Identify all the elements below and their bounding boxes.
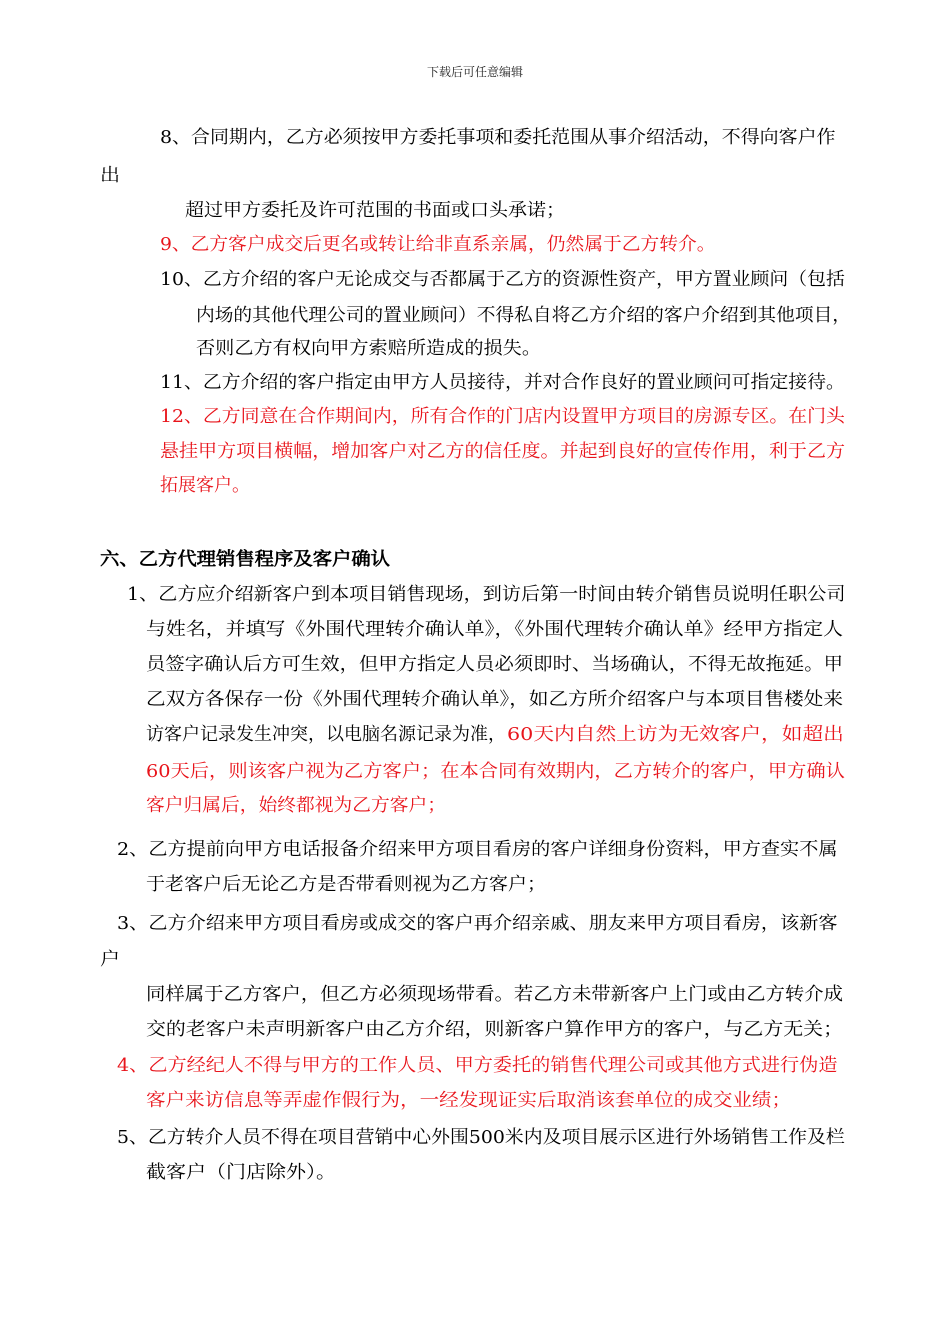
- text-line: 60天内自然上访为无效客户，如超出: [507, 724, 844, 745]
- text-line: 访客户记录发生冲突，以电脑名源记录为准，: [146, 724, 506, 745]
- text-line: 截客户（门店除外）。: [146, 1162, 336, 1183]
- text-line: 同样属于乙方客户，但乙方必须现场带看。若乙方未带新客户上门或由乙方转介成: [146, 984, 843, 1005]
- section-heading: 六、乙方代理销售程序及客户确认: [100, 549, 390, 570]
- text-line: 8、合同期内，乙方必须按甲方委托事项和委托范围从事介绍活动，不得向客户作: [160, 127, 836, 148]
- text-line: 内场的其他代理公司的置业顾问）不得私自将乙方介绍的客户介绍到其他项目，: [196, 305, 851, 326]
- text-line: 户: [100, 949, 120, 970]
- page-header: 下载后可任意编辑: [426, 65, 523, 79]
- text-line: 乙双方各保存一份《外围代理转介确认单》，如乙方所介绍客户与本项目售楼处来: [146, 689, 843, 710]
- text-line: 4、乙方经纪人不得与甲方的工作人员、甲方委托的销售代理公司或其他方式进行伪造: [117, 1055, 838, 1076]
- text-line: 11、乙方介绍的客户指定由甲方人员接待，并对合作良好的置业顾问可指定接待。: [160, 372, 845, 393]
- text-line: 员签字确认后方可生效，但甲方指定人员必须即时、当场确认，不得无故拖延。甲: [146, 654, 843, 675]
- text-line: 超过甲方委托及许可范围的书面或口头承诺；: [185, 200, 565, 221]
- text-line: 1、乙方应介绍新客户到本项目销售现场，到访后第一时间由转介销售员说明任职公司: [127, 584, 846, 605]
- text-line: 悬挂甲方项目横幅，增加客户对乙方的信任度。并起到良好的宣传作用，利于乙方: [160, 441, 845, 462]
- text-line: 10、乙方介绍的客户无论成交与否都属于乙方的资源性资产，甲方置业顾问（包括: [160, 269, 845, 290]
- text-line: 否则乙方有权向甲方索赔所造成的损失。: [196, 338, 541, 359]
- text-line: 60天后，则该客户视为乙方客户；在本合同有效期内，乙方转介的客户，甲方确认: [146, 761, 845, 782]
- text-line: 2、乙方提前向甲方电话报备介绍来甲方项目看房的客户详细身份资料，甲方查实不属: [117, 839, 838, 860]
- text-line: 5、乙方转介人员不得在项目营销中心外围500米内及项目展示区进行外场销售工作及栏: [117, 1127, 845, 1148]
- text-line: 3、乙方介绍来甲方项目看房或成交的客户再介绍亲戚、朋友来甲方项目看房，该新客: [117, 913, 838, 934]
- text-line: 出: [100, 165, 120, 186]
- text-line: 于老客户后无论乙方是否带看则视为乙方客户；: [146, 874, 546, 895]
- text-line: 交的老客户未声明新客户由乙方介绍，则新客户算作甲方的客户，与乙方无关；: [146, 1019, 843, 1040]
- text-line: 客户归属后，始终都视为乙方客户；: [146, 795, 446, 816]
- text-line: 9、乙方客户成交后更名或转让给非直系亲属，仍然属于乙方转介。: [160, 234, 716, 255]
- text-line: 12、乙方同意在合作期间内，所有合作的门店内设置甲方项目的房源专区。在门头: [160, 406, 845, 427]
- text-line: 拓展客户。: [160, 475, 250, 496]
- text-line: 与姓名，并填写《外围代理转介确认单》，《外围代理转介确认单》经甲方指定人: [146, 619, 843, 640]
- text-line: 客户来访信息等弄虚作假行为，一经发现证实后取消该套单位的成交业绩；: [146, 1090, 791, 1111]
